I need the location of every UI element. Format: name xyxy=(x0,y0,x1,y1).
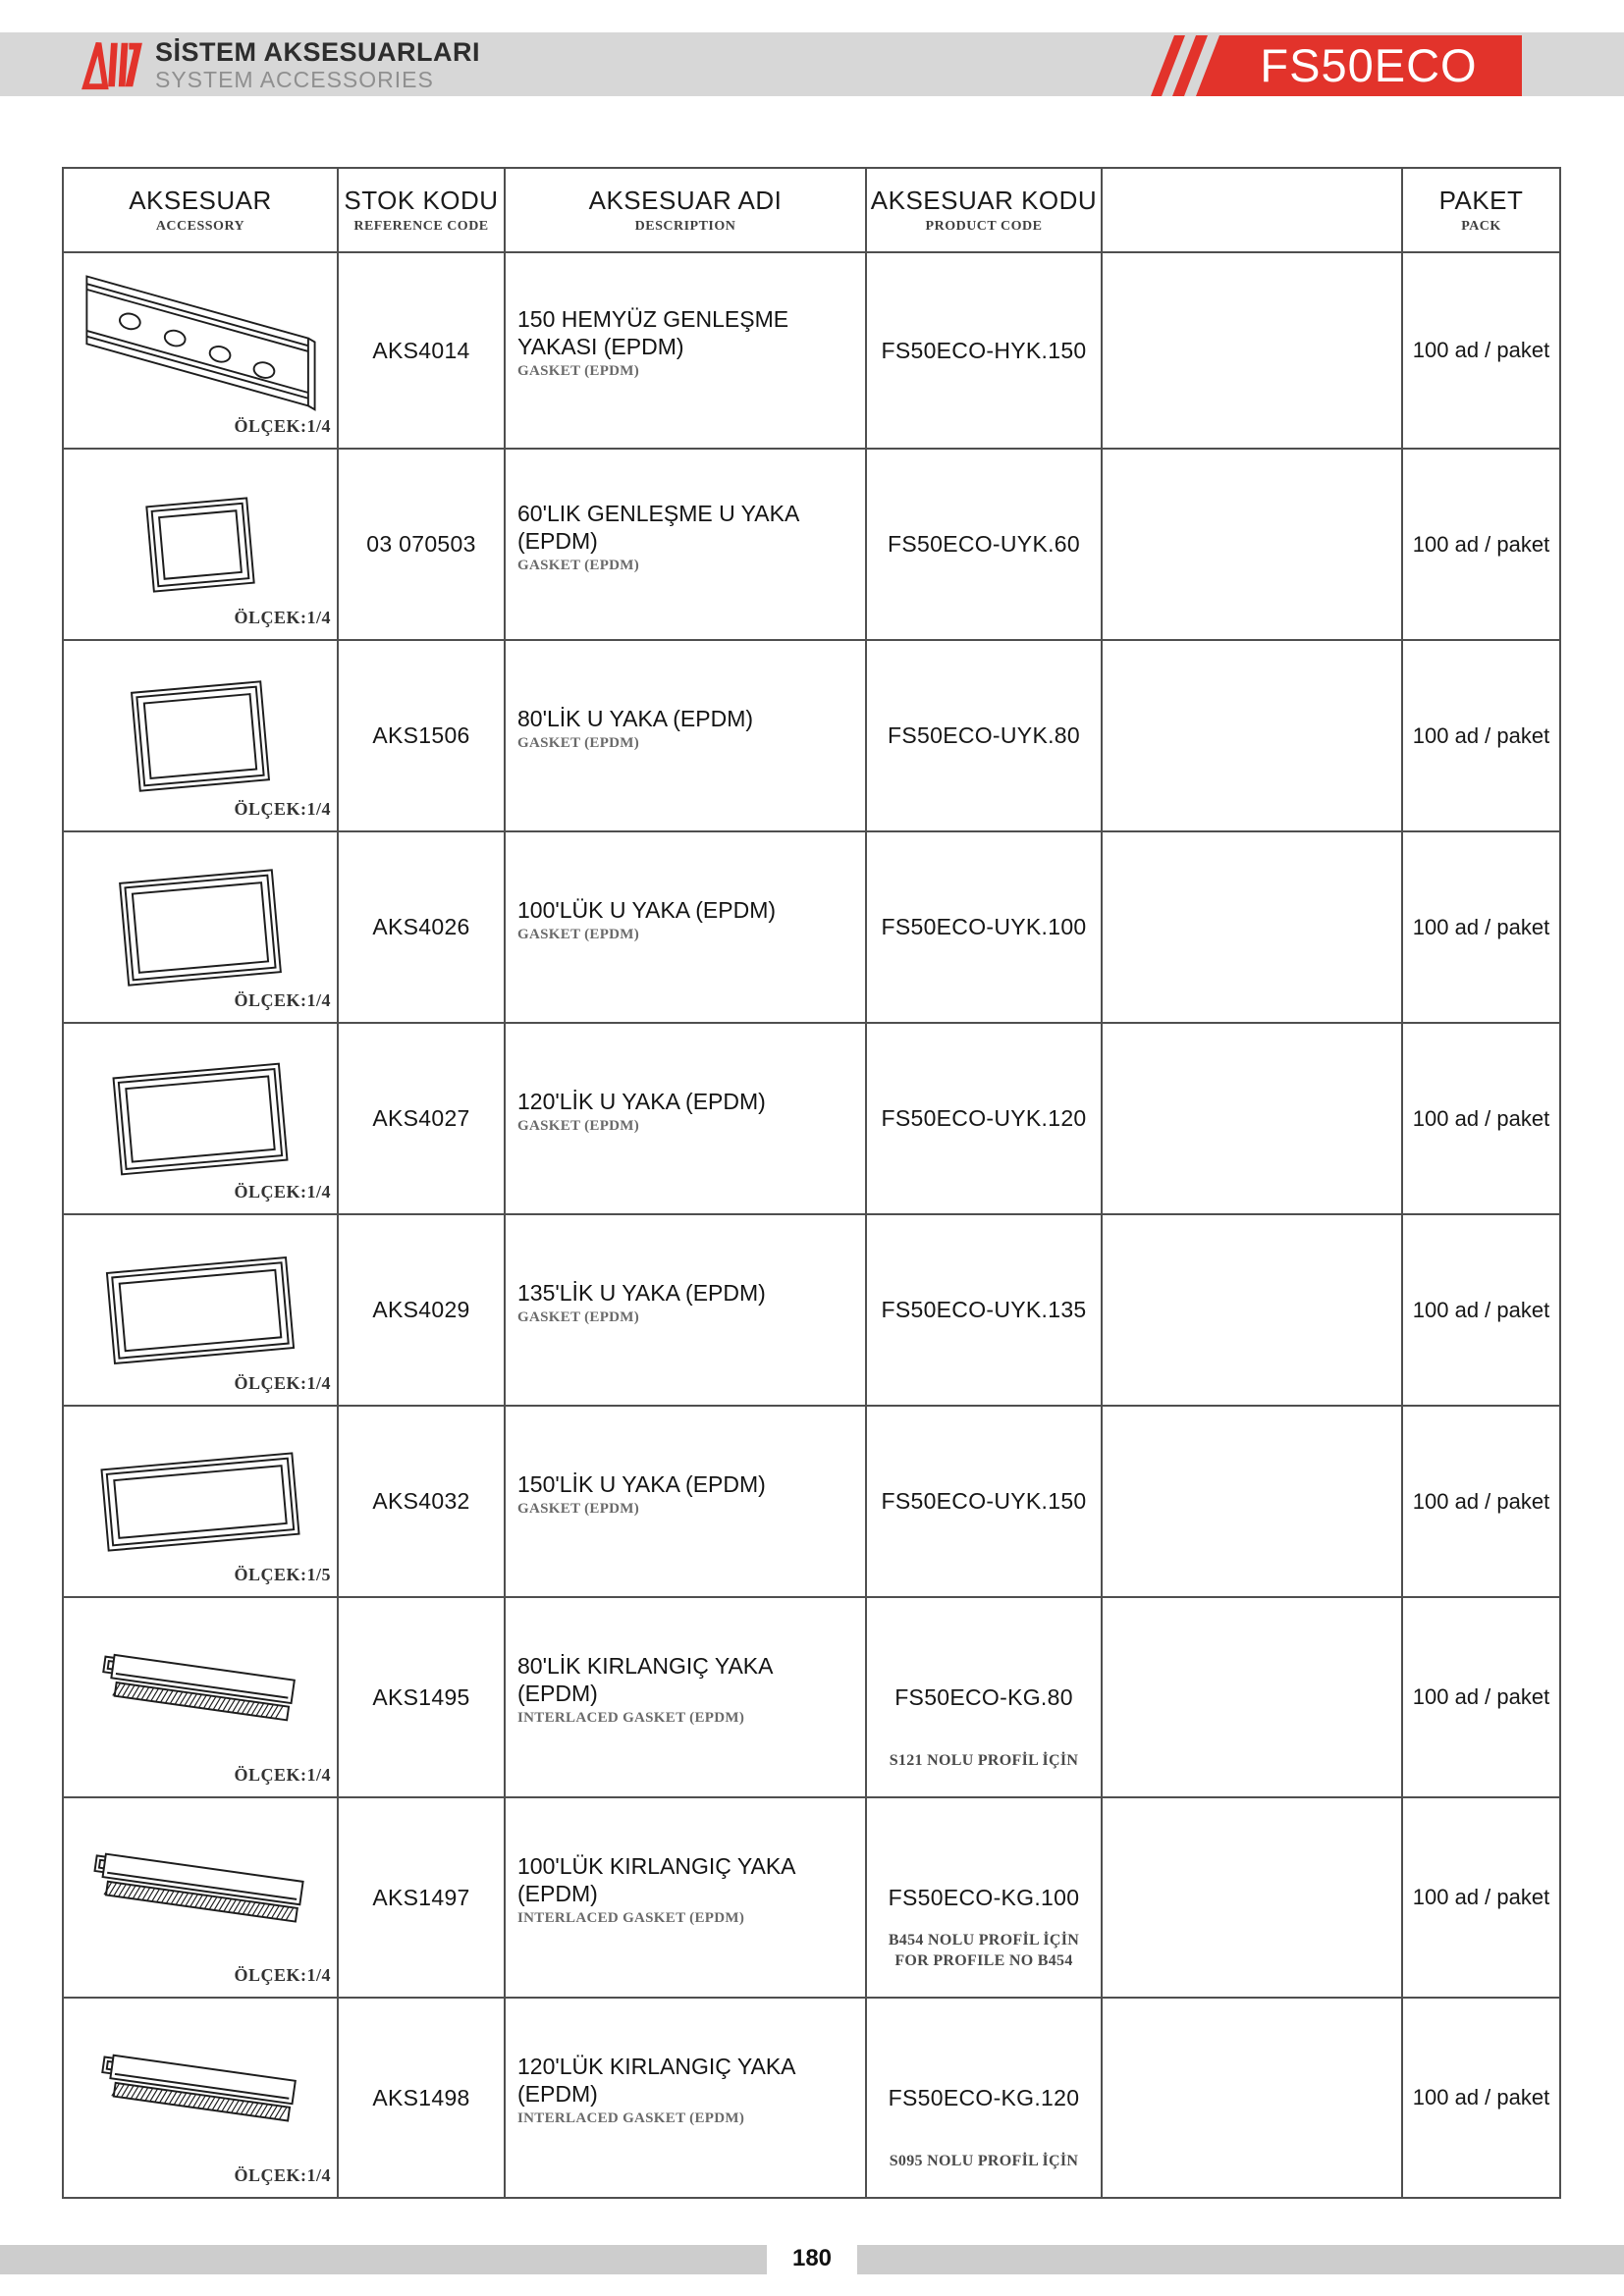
page-number-box xyxy=(767,2241,857,2276)
scale-caption: ÖLÇEK:1/4 xyxy=(234,1965,331,1985)
description-cell xyxy=(506,1798,867,1999)
company-logo xyxy=(81,36,480,93)
product-code: FS50ECO-UYK.120 xyxy=(881,1105,1087,1131)
table-row xyxy=(64,832,1561,1024)
product-code: FS50ECO-UYK.100 xyxy=(881,914,1087,939)
stock-code: AKS1498 xyxy=(372,2084,470,2110)
product-notes xyxy=(867,2151,1101,2171)
description-block xyxy=(517,1088,766,1135)
description-cell xyxy=(506,1407,867,1598)
column-subtitle: DESCRIPTION xyxy=(634,219,736,234)
column-header-aksesuar xyxy=(64,169,339,253)
accessory-image-cell xyxy=(64,1999,339,2199)
table-row xyxy=(64,1024,1561,1215)
stock-code-cell xyxy=(339,253,506,450)
column-title: PAKET xyxy=(1438,186,1524,215)
scale-caption: ÖLÇEK:1/5 xyxy=(234,1565,331,1584)
table-row xyxy=(64,450,1561,641)
product-code: FS50ECO-UYK.135 xyxy=(881,1297,1087,1322)
description-secondary: GASKET (EPDM) xyxy=(517,363,640,379)
product-code-cell xyxy=(867,1215,1103,1407)
accessory-image-cell xyxy=(64,641,339,832)
product-note: S095 NOLU PROFİL İÇİN xyxy=(889,2153,1079,2169)
stock-code: AKS4014 xyxy=(372,337,470,363)
description-block xyxy=(517,1852,853,1927)
table-row xyxy=(64,253,1561,450)
product-note: FOR PROFILE NO B454 xyxy=(894,1952,1073,1969)
product-code-cell xyxy=(867,1999,1103,2199)
product-code-cell xyxy=(867,1024,1103,1215)
column-header-empty xyxy=(1103,169,1403,253)
description-block xyxy=(517,1470,766,1518)
pack-size: 100 ad / paket xyxy=(1412,722,1550,748)
product-notes xyxy=(867,1750,1101,1771)
description-secondary: INTERLACED GASKET (EPDM) xyxy=(517,1910,745,1926)
description-block xyxy=(517,500,853,574)
product-code: FS50ECO-KG.80 xyxy=(894,1683,1073,1710)
description-secondary: GASKET (EPDM) xyxy=(517,734,640,751)
accessory-drawing xyxy=(89,1238,311,1383)
pack-cell xyxy=(1403,1024,1561,1215)
description-cell xyxy=(506,1999,867,2199)
pack-size: 100 ad / paket xyxy=(1412,2085,1550,2109)
description-primary: 120'LÜK KIRLANGIÇ YAKA (EPDM) xyxy=(517,2054,795,2107)
empty-cell xyxy=(1103,1798,1403,1999)
accessory-image-cell xyxy=(64,1024,339,1215)
pack-size: 100 ad / paket xyxy=(1412,914,1550,939)
accessory-image-cell xyxy=(64,450,339,641)
table-row xyxy=(64,1215,1561,1407)
column-header-aksesuar-kodu xyxy=(867,169,1103,253)
description-primary: 100'LÜK U YAKA (EPDM) xyxy=(517,896,777,923)
product-code: FS50ECO-UYK.80 xyxy=(888,722,1080,748)
product-code-cell xyxy=(867,1798,1103,1999)
empty-cell xyxy=(1103,1215,1403,1407)
description-cell xyxy=(506,1215,867,1407)
description-block xyxy=(517,1652,853,1727)
column-header-stok-kodu xyxy=(339,169,506,253)
column-title: AKSESUAR xyxy=(129,186,272,215)
accessory-image-cell xyxy=(64,1798,339,1999)
column-subtitle: PRODUCT CODE xyxy=(925,219,1043,234)
product-code-cell xyxy=(867,253,1103,450)
empty-cell xyxy=(1103,641,1403,832)
accessory-drawing xyxy=(89,664,311,809)
product-code: FS50ECO-UYK.150 xyxy=(881,1488,1087,1514)
description-primary: 120'LİK U YAKA (EPDM) xyxy=(517,1088,766,1114)
pack-cell xyxy=(1403,1798,1561,1999)
scale-caption: ÖLÇEK:1/4 xyxy=(234,1182,331,1201)
header-titles xyxy=(155,37,480,92)
stock-code-cell xyxy=(339,1215,506,1407)
description-primary: 150 HEMYÜZ GENLEŞME YAKASI (EPDM) xyxy=(517,306,789,359)
company-logo-icon xyxy=(81,37,143,92)
product-code: FS50ECO-KG.100 xyxy=(888,1884,1080,1910)
column-subtitle: REFERENCE CODE xyxy=(353,219,489,234)
column-header-paket xyxy=(1403,169,1561,253)
description-secondary: INTERLACED GASKET (EPDM) xyxy=(517,2110,745,2126)
accessory-drawing xyxy=(74,261,327,440)
product-code-cell xyxy=(867,832,1103,1024)
pack-cell xyxy=(1403,641,1561,832)
column-header-aksesuar-adi xyxy=(506,169,867,253)
accessory-image-cell xyxy=(64,1598,339,1798)
product-code: FS50ECO-UYK.60 xyxy=(888,531,1080,557)
pack-size: 100 ad / paket xyxy=(1412,1885,1550,1909)
scale-caption: ÖLÇEK:1/4 xyxy=(234,608,331,627)
stock-code: AKS4026 xyxy=(372,914,470,939)
stock-code: AKS4027 xyxy=(372,1105,470,1131)
stock-code: AKS1506 xyxy=(372,722,470,748)
scale-caption: ÖLÇEK:1/4 xyxy=(234,2165,331,2185)
stock-code-cell xyxy=(339,1024,506,1215)
description-cell xyxy=(506,832,867,1024)
description-cell xyxy=(506,1598,867,1798)
table-body xyxy=(64,253,1561,2199)
accessory-image-cell xyxy=(64,1215,339,1407)
pack-cell xyxy=(1403,832,1561,1024)
accessory-drawing xyxy=(89,1429,311,1575)
product-series-badge xyxy=(1151,35,1522,96)
description-block xyxy=(517,1279,766,1326)
column-title: AKSESUAR KODU xyxy=(870,186,1098,215)
description-primary: 80'LİK KIRLANGIÇ YAKA (EPDM) xyxy=(517,1653,773,1706)
description-primary: 135'LİK U YAKA (EPDM) xyxy=(517,1279,766,1306)
pack-size: 100 ad / paket xyxy=(1412,1105,1550,1131)
empty-cell xyxy=(1103,1999,1403,2199)
page-number: 180 xyxy=(791,2245,833,2271)
description-primary: 100'LÜK KIRLANGIÇ YAKA (EPDM) xyxy=(517,1853,795,1906)
product-series-label: FS50ECO xyxy=(1260,39,1478,91)
description-secondary: GASKET (EPDM) xyxy=(517,1308,640,1325)
stock-code: AKS4029 xyxy=(372,1297,470,1322)
accessory-drawing xyxy=(89,472,311,617)
column-title: AKSESUAR ADI xyxy=(588,186,783,215)
product-code-cell xyxy=(867,1598,1103,1798)
stock-code-cell xyxy=(339,1598,506,1798)
product-code: FS50ECO-HYK.150 xyxy=(881,337,1087,363)
pack-cell xyxy=(1403,1215,1561,1407)
stock-code-cell xyxy=(339,1407,506,1598)
product-notes xyxy=(867,1930,1101,1971)
description-secondary: GASKET (EPDM) xyxy=(517,557,640,573)
accessory-image-cell xyxy=(64,1407,339,1598)
pack-size: 100 ad / paket xyxy=(1412,1297,1550,1322)
stock-code-cell xyxy=(339,641,506,832)
description-cell xyxy=(506,253,867,450)
empty-cell xyxy=(1103,253,1403,450)
stock-code-cell xyxy=(339,1999,506,2199)
table-row xyxy=(64,1598,1561,1798)
stock-code-cell xyxy=(339,1798,506,1999)
pack-cell xyxy=(1403,450,1561,641)
scale-caption: ÖLÇEK:1/4 xyxy=(234,1373,331,1393)
column-title: STOK KODU xyxy=(344,186,499,215)
pack-size: 100 ad / paket xyxy=(1412,1488,1550,1514)
empty-cell xyxy=(1103,450,1403,641)
description-primary: 150'LİK U YAKA (EPDM) xyxy=(517,1470,766,1497)
product-code-cell xyxy=(867,450,1103,641)
empty-cell xyxy=(1103,832,1403,1024)
pack-size: 100 ad / paket xyxy=(1412,531,1550,557)
stock-code: AKS1497 xyxy=(372,1884,470,1910)
stock-code-cell xyxy=(339,832,506,1024)
description-block xyxy=(517,896,776,943)
pack-cell xyxy=(1403,1999,1561,2199)
table-row xyxy=(64,1798,1561,1999)
scale-caption: ÖLÇEK:1/4 xyxy=(234,799,331,819)
column-subtitle: PACK xyxy=(1461,219,1501,234)
product-note: B454 NOLU PROFİL İÇİN xyxy=(888,1932,1080,1949)
stock-code: 03 070503 xyxy=(366,531,476,557)
accessory-drawing xyxy=(80,2035,321,2161)
empty-cell xyxy=(1103,1598,1403,1798)
description-cell xyxy=(506,641,867,832)
stock-code: AKS1495 xyxy=(372,1683,470,1710)
product-code: FS50ECO-KG.120 xyxy=(888,2084,1080,2110)
description-block xyxy=(517,305,853,380)
pack-size: 100 ad / paket xyxy=(1412,1684,1550,1709)
description-block xyxy=(517,705,753,752)
accessory-drawing xyxy=(89,1046,311,1192)
empty-cell xyxy=(1103,1407,1403,1598)
description-secondary: GASKET (EPDM) xyxy=(517,1500,640,1517)
stock-code: AKS4032 xyxy=(372,1488,470,1514)
table-header-row xyxy=(64,169,1561,253)
page-title: SİSTEM AKSESUARLARI xyxy=(155,37,481,67)
accessory-drawing xyxy=(80,1634,321,1760)
description-secondary: INTERLACED GASKET (EPDM) xyxy=(517,1710,745,1726)
pack-cell xyxy=(1403,1407,1561,1598)
description-block xyxy=(517,2053,853,2127)
empty-cell xyxy=(1103,1024,1403,1215)
accessory-image-cell xyxy=(64,832,339,1024)
table-row xyxy=(64,1407,1561,1598)
scale-caption: ÖLÇEK:1/4 xyxy=(234,1765,331,1785)
product-note: S121 NOLU PROFİL İÇİN xyxy=(889,1752,1079,1769)
description-cell xyxy=(506,1024,867,1215)
pack-cell xyxy=(1403,253,1561,450)
page-subtitle: SYSTEM ACCESSORIES xyxy=(155,67,434,92)
description-secondary: GASKET (EPDM) xyxy=(517,1117,640,1134)
column-subtitle: ACCESSORY xyxy=(155,219,245,234)
description-primary: 80'LİK U YAKA (EPDM) xyxy=(517,705,754,731)
accessory-drawing xyxy=(89,855,311,1000)
pack-cell xyxy=(1403,1598,1561,1798)
accessories-table xyxy=(62,167,1561,2199)
product-code-cell xyxy=(867,1407,1103,1598)
pack-size: 100 ad / paket xyxy=(1412,338,1550,362)
description-cell xyxy=(506,450,867,641)
accessory-drawing xyxy=(80,1835,321,1960)
stock-code-cell xyxy=(339,450,506,641)
product-code-cell xyxy=(867,641,1103,832)
description-primary: 60'LIK GENLEŞME U YAKA (EPDM) xyxy=(517,500,799,554)
scale-caption: ÖLÇEK:1/4 xyxy=(234,416,331,436)
accessory-image-cell xyxy=(64,253,339,450)
description-secondary: GASKET (EPDM) xyxy=(517,926,640,942)
scale-caption: ÖLÇEK:1/4 xyxy=(234,990,331,1010)
table-row xyxy=(64,641,1561,832)
table-row xyxy=(64,1999,1561,2199)
